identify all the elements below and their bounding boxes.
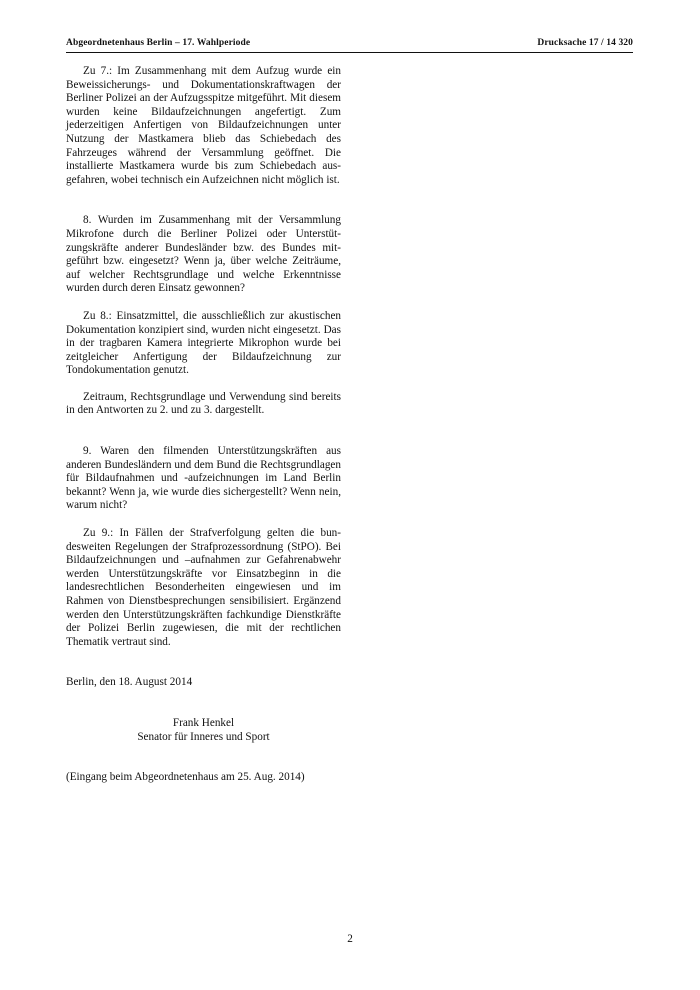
answer-9: Zu 9.: In Fällen der Strafverfolgung gelten die bundesweiten Regelungen der Strafprozessordnung (StPO). Bei Bildaufzeichnungen und –aufnahmen zur Gefahrenabwehr werden Unterstützungskräfte vor Einsatzbeginn in die landesrechtlichen Besonderheiten eingewiesen und im Rahmen von Dienstbesprechungen sensibilisiert. Ergänzend werden den Unterstützungskräften fachkundige Dienstkräfte der Polizei Berlin zugewiesen, die mit der rechtlichen Thematik vertraut sind.	[66, 527, 341, 648]
question-8: 8. Wurden im Zusammenhang mit der Versammlung Mikrofone durch die Berliner Polizei oder Unterstützungskräfte anderer Bundesländer bzw. des Bundes mitgeführt bzw. eingesetzt? Wenn ja, über welche Zeiträume, auf welcher Rechtsgrundlage und welche Erkenntnisse wurden durch deren Einsatz gewonnen?	[66, 214, 341, 295]
signatory-title: Senator für Inneres und Sport	[137, 730, 270, 743]
receipt-note: (Eingang beim Abgeordnetenhaus am 25. Aug. 2014)	[66, 771, 305, 784]
document-body	[66, 65, 341, 785]
page-number: 2	[347, 933, 353, 945]
header-document-number: Drucksache 17 / 14 320	[537, 38, 633, 48]
header-divider	[66, 52, 633, 53]
question-9: 9. Waren den filmenden Unterstützungskräften aus anderen Bundesländern und dem Bund die Rechtsgrundlagen für Bildaufnahmen und -aufzeichnungen im Land Berlin bekannt? Wenn ja, wie wurde dies sichergestellt? Wenn nein, warum nicht?	[66, 445, 341, 512]
place-and-date: Berlin, den 18. August 2014	[66, 676, 193, 689]
answer-7: Zu 7.: Im Zusammenhang mit dem Aufzug wurde ein Beweissicherungs- und Dokumentationskraftwagen der Berliner Polizei an der Aufzugsspitze mitgeführt. Mit diesem wurden keine Bildaufzeichnungen angefertigt. Zum jederzeitigen Anfertigen von Bildaufzeichnungen unter Nutzung der Mastkamera blieb das Schiebedach des Fahrzeuges während der Versammlung geöffnet. Die installierte Mastkamera wurde bis zum Schiebedach ausgefahren, wobei technisch ein Aufzeichnen nicht möglich ist.	[66, 65, 341, 186]
page-header	[66, 38, 633, 52]
answer-8: Zu 8.: Einsatzmittel, die ausschließlich zur akustischen Dokumentation konzipiert sind, wurden nicht eingesetzt. Das in der tragbaren Kamera integrierte Mikrophon wurde bei zeitgleicher Anfertigung der Bildaufzeichnung zur Tondokumentation genutzt.	[66, 309, 341, 377]
signatory-name: Frank Henkel	[172, 716, 235, 729]
answer-8-continued: Zeitraum, Rechtsgrundlage und Verwendung sind bereits in den Antworten zu 2. und zu 3. dargestellt.	[66, 390, 341, 417]
header-institution: Abgeordnetenhaus Berlin – 17. Wahlperiode	[66, 38, 251, 48]
